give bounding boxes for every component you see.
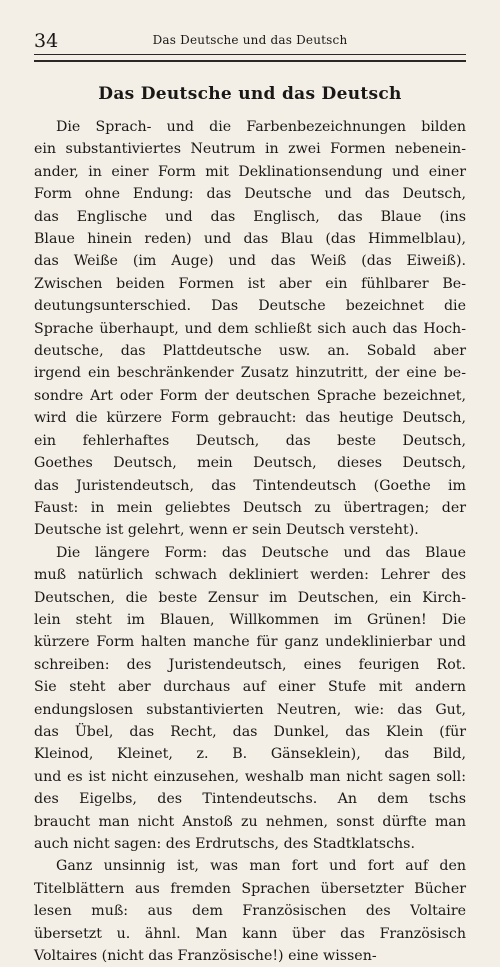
section-heading: Das Deutsche und das Deutsch	[98, 84, 402, 104]
text-line: deutungsunterschied. Das Deutsche bezeichnet die	[34, 298, 466, 315]
text-line: braucht man nicht Anstoß zu nehmen, sonst dürfte man	[34, 813, 466, 830]
text-line: das Übel, das Recht, das Dunkel, das Klein (für	[34, 723, 466, 740]
text-line: Titelblättern aus fremden Sprachen übersetzter Bücher	[34, 880, 466, 897]
page-number: 34	[34, 30, 59, 52]
text-line: das Weiße (im Auge) und das Weiß (das Eiweiß).	[34, 253, 466, 270]
text-line: lein steht im Blauen, Willkommen im Grünen! Die	[34, 611, 466, 628]
text-line: Voltaires (nicht das Französische!) eine wissen-	[34, 948, 377, 965]
text-line: Sprache überhaupt, und dem schließt sich auch das Hoch-	[34, 320, 466, 337]
text-line: auch nicht sagen: des Erdrutschs, des Stadtklatschs.	[34, 836, 415, 852]
text-line: übersetzt u. ähnl. Man kann über das Französisch	[34, 925, 466, 942]
paragraph	[34, 855, 466, 967]
text-line: deutsche, das Plattdeutsche usw. an. Sobald aber	[34, 343, 466, 360]
paragraph	[34, 542, 466, 856]
text-line: des Eigelbs, des Tintendeutschs. An dem tschs	[34, 791, 466, 808]
text-line: wird die kürzere Form gebraucht: das heutige Deutsch,	[34, 410, 466, 427]
text-line: Blaue hinein reden) und das Blau (das Himmelblau),	[34, 231, 466, 248]
text-line: Zwischen beiden Formen ist aber ein fühlbarer Be-	[34, 275, 466, 292]
text-line: Faust: in mein geliebtes Deutsch zu übertragen; der	[34, 499, 466, 516]
text-line: das Englische und das Englisch, das Blaue (ins	[34, 208, 466, 225]
text-line: Die längere Form: das Deutsche und das Blaue	[56, 544, 466, 561]
text-line: sondre Art oder Form der deutschen Sprache bezeichnet,	[34, 387, 466, 404]
text-line: Form ohne Endung: das Deutsche und das Deutsch,	[34, 186, 466, 203]
text-line: Deutsche ist gelehrt, wenn er sein Deutsch versteht).	[34, 522, 419, 539]
body-text	[34, 116, 466, 967]
text-line: und es ist nicht einzusehen, weshalb man nicht sagen soll:	[34, 768, 466, 785]
text-line: ein fehlerhaftes Deutsch, das beste Deutsch,	[34, 432, 466, 449]
text-line: Ganz unsinnig ist, was man fort und fort auf den	[56, 858, 466, 875]
paragraph	[34, 116, 466, 542]
text-line: endungslosen substantivierten Neutren, wie: das Gut,	[34, 701, 466, 718]
text-line: irgend ein beschränkender Zusatz hinzutritt, der eine be-	[34, 365, 466, 382]
text-line: Sie steht aber durchaus auf einer Stufe mit andern	[34, 679, 466, 696]
text-line: Goethes Deutsch, mein Deutsch, dieses Deutsch,	[34, 455, 466, 472]
text-line: ein substantiviertes Neutrum in zwei Formen nebenein-	[34, 141, 466, 158]
running-title: Das Deutsche und das Deutsch	[152, 33, 348, 47]
text-line: lesen muß: aus dem Französischen des Voltaire	[34, 903, 466, 920]
text-line: kürzere Form halten manche für ganz undeklinierbar und	[34, 634, 466, 651]
text-line: schreiben: des Juristendeutsch, eines feurigen Rot.	[34, 656, 466, 673]
text-line: Deutschen, die beste Zensur im Deutschen, ein Kirch-	[34, 589, 466, 606]
text-line: muß natürlich schwach dekliniert werden: Lehrer des	[34, 567, 466, 584]
header-rule	[34, 54, 466, 62]
text-line: ander, in einer Form mit Deklinationsendung und einer	[34, 163, 466, 180]
text-line: Die Sprach- und die Farbenbezeichnungen bilden	[56, 119, 466, 135]
running-header	[34, 24, 466, 54]
text-line: Kleinod, Kleinet, z. B. Gänseklein), das Bild,	[34, 746, 466, 763]
text-line: das Juristendeutsch, das Tintendeutsch (Goethe im	[34, 477, 466, 494]
